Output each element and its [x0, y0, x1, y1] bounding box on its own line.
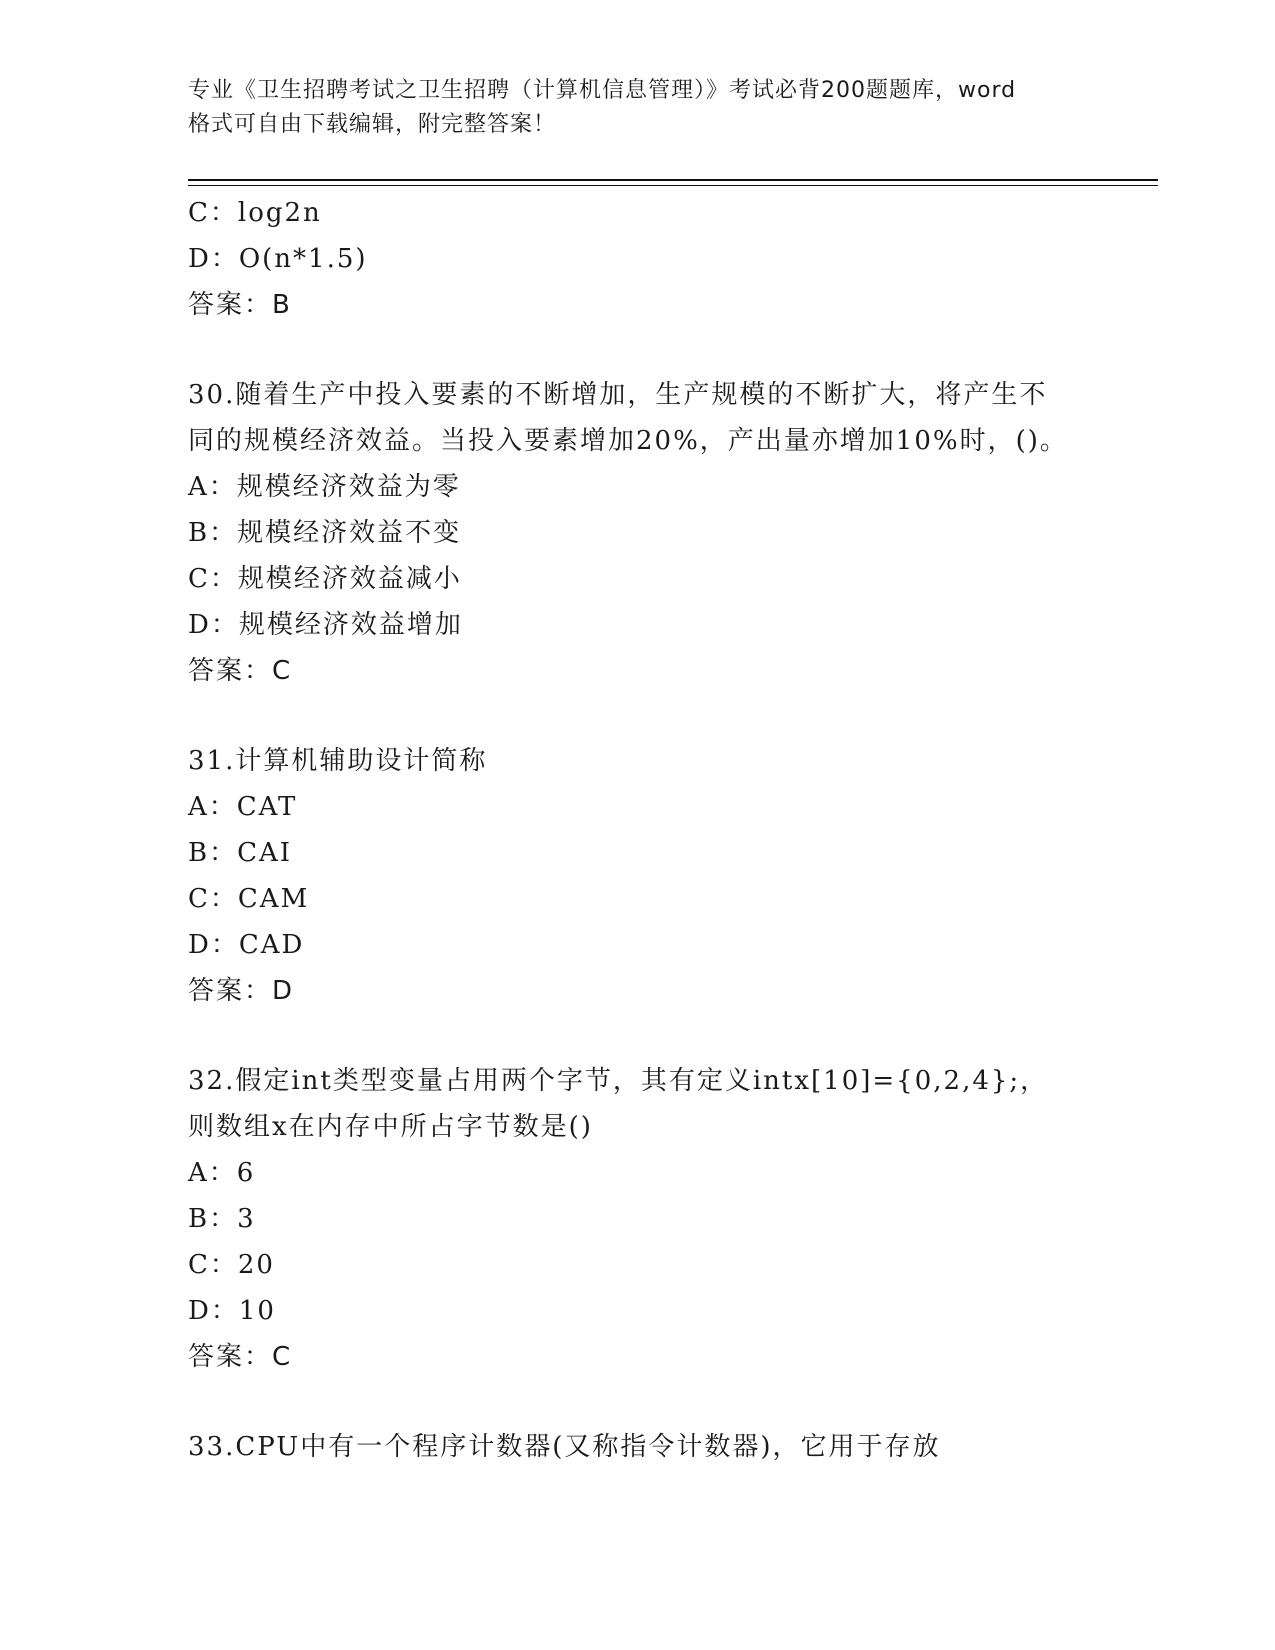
option-b: B：规模经济效益不变	[188, 518, 462, 548]
option-c: C：规模经济效益减小	[188, 564, 462, 594]
question-31	[188, 738, 1088, 1014]
option-d: D：CAD	[188, 930, 305, 960]
option-a: A：CAT	[188, 792, 298, 822]
option-c: C：log2n	[188, 198, 322, 228]
option-c: C：20	[188, 1250, 275, 1280]
spacer	[188, 694, 1088, 738]
option-d: D：规模经济效益增加	[188, 610, 463, 640]
question-stem-line-1: 30.随着生产中投入要素的不断增加，生产规模的不断扩大，将产生不	[188, 380, 1048, 410]
spacer	[188, 1014, 1088, 1058]
option-d: D：10	[188, 1296, 276, 1326]
spacer	[188, 328, 1088, 372]
header-title-line-1: 专业《卫生招聘考试之卫生招聘（计算机信息管理）》考试必背200题题库，word	[188, 78, 1017, 103]
question-stem-line-2: 同的规模经济效益。当投入要素增加20%，产出量亦增加10%时，()。	[188, 426, 1068, 456]
option-b: B：CAI	[188, 838, 293, 868]
option-d: D：O(n*1.5)	[188, 244, 368, 274]
answer-line: 答案：D	[188, 976, 295, 1006]
option-a: A：规模经济效益为零	[188, 472, 461, 502]
question-stem-line-1: 33.CPU中有一个程序计数器(又称指令计数器)，它用于存放	[188, 1432, 941, 1462]
answer-line: 答案：B	[188, 290, 292, 320]
header-title-line-2: 格式可自由下载编辑，附完整答案！	[188, 112, 557, 137]
option-a: A：6	[188, 1158, 256, 1188]
header-divider-thick	[188, 179, 1158, 181]
question-29-continued	[188, 190, 1088, 328]
spacer	[188, 1380, 1088, 1424]
answer-line: 答案：C	[188, 1342, 293, 1372]
header-divider-thin	[188, 185, 1158, 186]
option-c: C：CAM	[188, 884, 310, 914]
question-33	[188, 1424, 1088, 1470]
question-stem-line-1: 31.计算机辅助设计简称	[188, 746, 488, 776]
question-30	[188, 372, 1088, 694]
question-stem-line-2: 则数组x在内存中所占字节数是()	[188, 1112, 593, 1142]
questions-body	[188, 190, 1088, 1470]
question-32	[188, 1058, 1088, 1380]
answer-line: 答案：C	[188, 656, 293, 686]
option-b: B：3	[188, 1204, 256, 1234]
document-header	[188, 74, 1088, 142]
question-stem-line-1: 32.假定int类型变量占用两个字节，其有定义intx[10]={0,2,4};，	[188, 1066, 1049, 1096]
